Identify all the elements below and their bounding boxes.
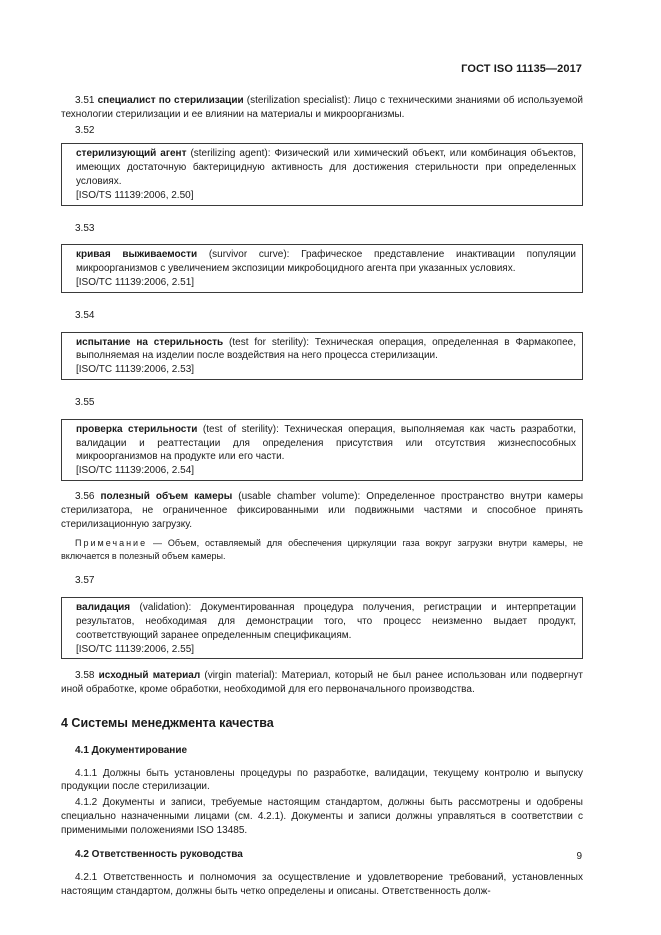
- term-entry-3-51: [61, 94, 583, 122]
- note-label: Примечание: [75, 538, 148, 549]
- subsection-heading-4-1: 4.1 Документирование: [75, 744, 188, 756]
- term-number-3-55: 3.55: [75, 396, 95, 408]
- term-definition: (usable chamber volume): Определенное пространство внутри камеры стерилизатора, не ограниченное фиксированными или подвижными частями и способное принять стерилизационную загрузку.: [61, 490, 584, 530]
- term-name: испытание на стерильность: [76, 336, 224, 348]
- term-number-3-53: 3.53: [75, 222, 95, 234]
- term-name: стерилизующий агент: [76, 148, 187, 160]
- note-text: — Объем, оставляемый для обеспечения циркуляции газа вокруг загрузки внутри камеры, не включается в полезный объем камеры.: [61, 538, 583, 561]
- term-definition: (test for sterility): Техническая операция, определенная в Фармакопее, выполняемая на изделии после воздействия на него процесса стерилизации.: [76, 336, 576, 362]
- term-name: исходный материал: [98, 670, 201, 682]
- term-definition: (test of sterility): Техническая операция, выполняемая как часть разработки, валидации и реаттестации для определения присутствия или отсутствия жизнеспособных микроорганизмов на продукте или его части.: [76, 423, 576, 463]
- term-source: [ISO/TC 11139:2006, 2.54]: [76, 465, 195, 477]
- term-source: [ISO/TC 11139:2006, 2.53]: [76, 364, 195, 376]
- term-source: [ISO/TC 11139:2006, 2.51]: [76, 276, 195, 288]
- term-source: [ISO/TS 11139:2006, 2.50]: [76, 189, 194, 201]
- term-number: 3.51: [75, 95, 95, 106]
- paragraph-4-2-1: 4.2.1 Ответственность и полномочия за осуществление и удовлетворение требований, установленных настоящим стандартом, должны быть четко определены и описаны. Ответственность долж-: [61, 872, 583, 898]
- term-definition: (validation): Документированная процедура получения, регистрации и интерпретации результатов, необходимая для демонстрации того, что процесс неизменно выдает продукт, соответствующий заранее определенным спецификациям.: [76, 602, 576, 641]
- term-definition: (survivor curve): Графическое представление инактивации популяции микроорганизмов с увеличением экспозиции микробоцидного агента при указанных условиях.: [76, 249, 576, 275]
- term-box-3-55: [61, 419, 583, 481]
- term-box-3-57: [61, 597, 583, 659]
- paragraph-4-1-1: 4.1.1 Должны быть установлены процедуры по разработке, валидации, текущему контролю и выпуску продукции после стерилизации.: [61, 767, 583, 793]
- subsection-heading-4-2: 4.2 Ответственность руководства: [75, 849, 243, 861]
- term-name: кривая выживаемости: [76, 249, 198, 261]
- term-note: [61, 537, 583, 562]
- term-definition: (sterilizing agent): Физический или химический объект, или комбинация объектов, имеющих достаточную бактерицидную активность для достижения стерильности при определенных условиях.: [76, 148, 576, 187]
- term-name: валидация: [76, 602, 131, 614]
- term-name: полезный объем камеры: [100, 490, 233, 502]
- term-name: проверка стерильности: [76, 423, 198, 435]
- document-header: ГОСТ ISO 11135—2017: [461, 63, 582, 75]
- term-box-3-52: [61, 143, 583, 205]
- term-definition: (virgin material): Материал, который не был ранее использован или подвергнут иной обработке, кроме обработки, необходимой для его первоначального производства.: [61, 670, 583, 696]
- paragraph-4-1-2: 4.1.2 Документы и записи, требуемые настоящим стандартом, должны быть рассмотрены и одобрены специально назначенными лицами (см. 4.2.1). Документы и записи должны управляться в соответствии с применимыми положениями ISO 13485.: [61, 797, 583, 836]
- term-number: 3.58: [75, 670, 95, 682]
- page-content: [61, 94, 583, 899]
- page-number: 9: [576, 851, 582, 862]
- term-entry-3-58: [61, 669, 583, 697]
- term-entry-3-56: [61, 490, 583, 531]
- term-number-3-57: 3.57: [75, 575, 95, 587]
- term-box-3-54: [61, 332, 583, 380]
- term-box-3-53: [61, 244, 583, 292]
- term-number-3-52: 3.52: [75, 124, 95, 136]
- term-source: [ISO/TC 11139:2006, 2.55]: [76, 643, 195, 655]
- term-number: 3.56: [75, 490, 95, 502]
- term-number-3-54: 3.54: [75, 309, 95, 321]
- term-definition: (sterilization specialist): Лицо с техническими знаниями об используемой технологии стерилизации и ее влиянии на материалы и микроорганизмы.: [61, 95, 583, 120]
- section-heading-4: 4 Системы менеджмента качества: [61, 715, 274, 730]
- term-name: специалист по стерилизации: [97, 95, 244, 106]
